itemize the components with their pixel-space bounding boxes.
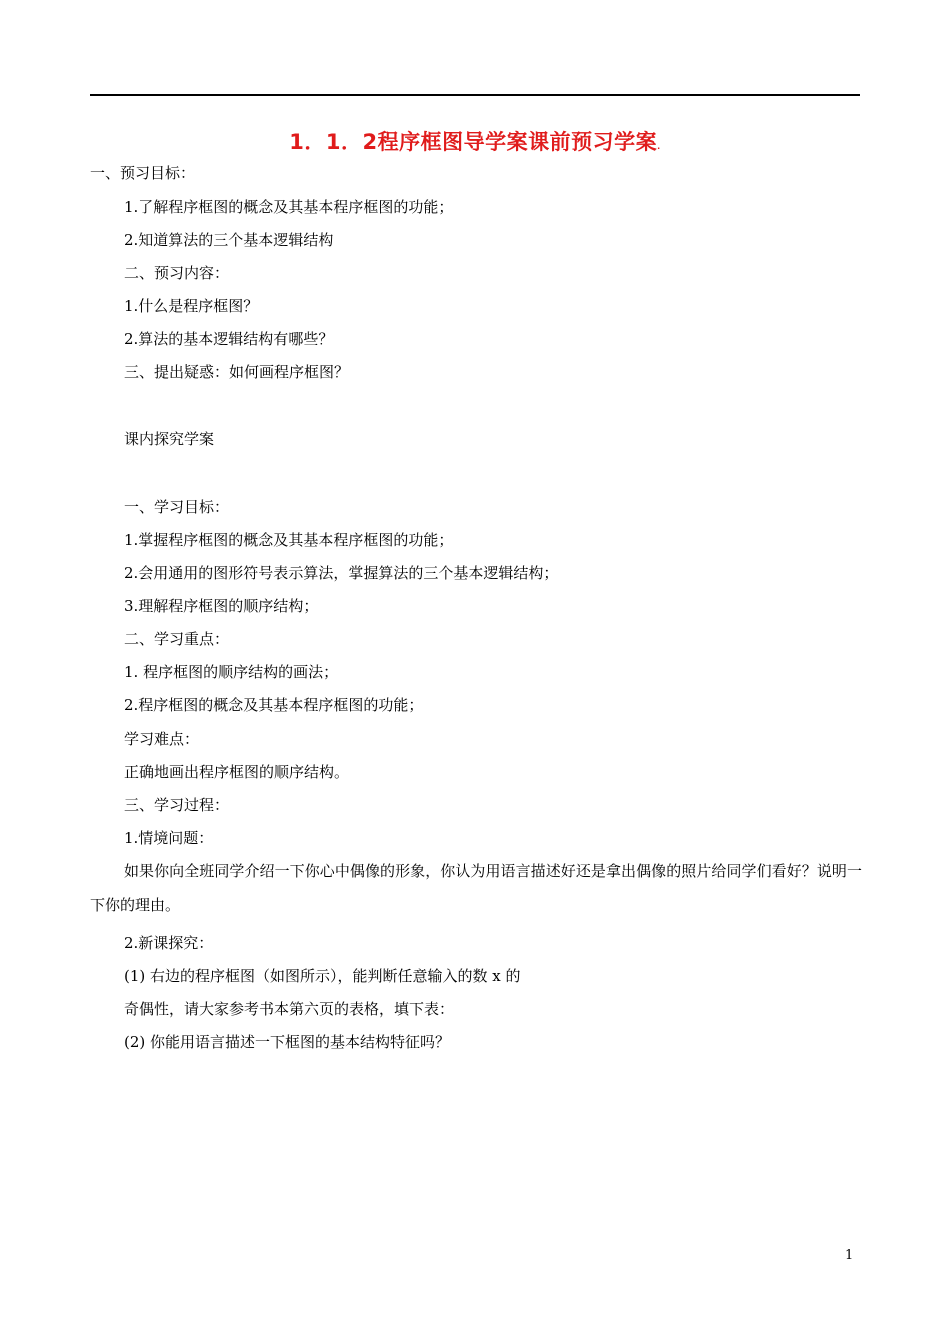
preview-question: 三、提出疑惑：如何画程序框图？ [124,363,350,381]
preview-goal-2: 2.知道算法的三个基本逻辑结构 [124,231,334,249]
key-points-heading: 二、学习重点： [124,630,230,648]
preview-goals-heading: 一、预习目标： [90,164,196,182]
page-title-text: 1．1．2程序框图导学案课前预习学案 [289,130,658,154]
process-heading: 三、学习过程： [124,796,230,814]
explore-item-2: (2) 你能用语言描述一下框图的基本结构特征吗？ [124,1033,451,1051]
difficulty-1: 正确地画出程序框图的顺序结构。 [124,763,350,781]
explore-item-1-line-1: (1) 右边的程序框图（如图所示），能判断任意输入的数 x 的 [124,967,521,985]
inclass-goal-2: 2.会用通用的图形符号表示算法，掌握算法的三个基本逻辑结构； [124,564,559,582]
explore-item-1-line-2: 奇偶性，请大家参考书本第六页的表格，填下表： [124,1000,455,1018]
inclass-heading: 课内探究学案 [124,430,215,448]
inclass-goals-heading: 一、学习目标： [124,498,230,516]
situation-heading: 1.情境问题： [124,829,214,847]
preview-content-1: 1.什么是程序框图？ [124,297,259,315]
key-point-2: 2.程序框图的概念及其基本程序框图的功能； [124,696,424,714]
situation-paragraph: 如果你向全班同学介绍一下你心中偶像的形象，你认为用语言描述好还是拿出偶像的照片给同学们看好？说明一下你的理由。 [90,862,862,914]
preview-content-heading: 二、预习内容： [124,264,230,282]
page-title [0,126,950,156]
inclass-goal-3: 3.理解程序框图的顺序结构； [124,597,319,615]
title-mark: . [657,142,661,151]
page-number: 1 [845,1248,854,1263]
key-point-1: 1. 程序框图的顺序结构的画法； [124,663,339,681]
header-rule [90,94,860,96]
explore-heading: 2.新课探究： [124,934,214,952]
difficulty-heading: 学习难点： [124,730,200,748]
preview-content-2: 2.算法的基本逻辑结构有哪些？ [124,330,334,348]
inclass-goal-1: 1.掌握程序框图的概念及其基本程序框图的功能； [124,531,454,549]
preview-goal-1: 1.了解程序框图的概念及其基本程序框图的功能； [124,198,454,216]
